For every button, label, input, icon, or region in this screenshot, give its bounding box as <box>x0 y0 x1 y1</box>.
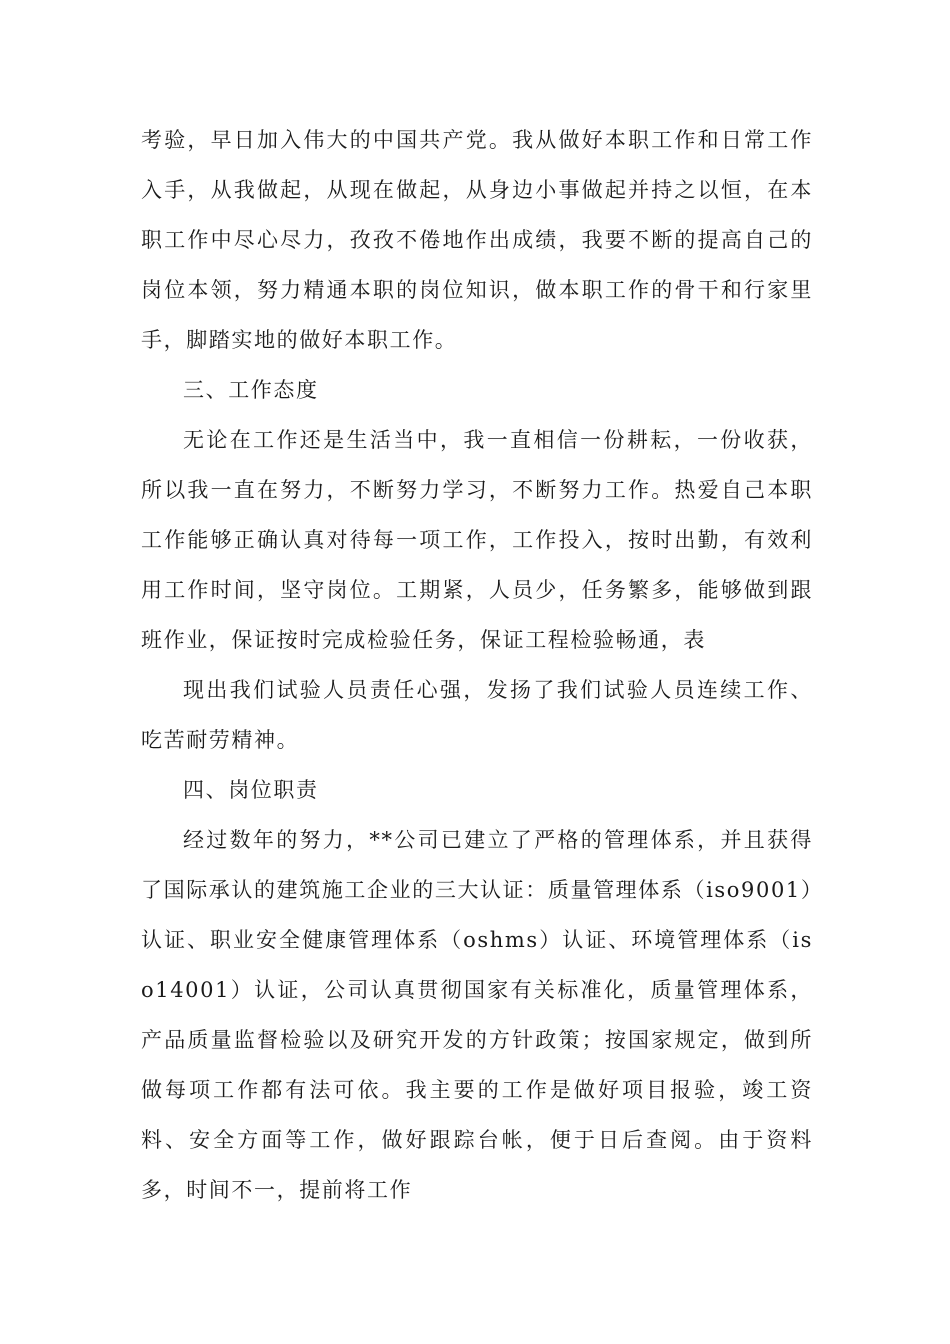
paragraph-work-attitude-continued: 现出我们试验人员责任心强，发扬了我们试验人员连续工作、吃苦耐劳精神。 <box>141 678 813 752</box>
paragraph-work-attitude: 无论在工作还是生活当中，我一直相信一份耕耘，一份收获，所以我一直在努力，不断努力学习，不断努力工作。热爱自己本职工作能够正确认真对待每一项工作，工作投入，按时出勤，有效利用工作时间，坚守岗位。工期紧，人员少，任务繁多，能够做到跟班作业，保证按时完成检验任务，保证工程检验畅通，表 <box>141 428 813 652</box>
section-heading-work-attitude: 三、工作态度 <box>183 378 319 402</box>
paragraph-job-duties: 经过数年的努力，**公司已建立了严格的管理体系，并且获得了国际承认的建筑施工企业的三大认证：质量管理体系（iso9001）认证、职业安全健康管理体系（oshms）认证、环境管理体系（iso14001）认证，公司认真贯彻国家有关标准化，质量管理体系，产品质量监督检验以及研究开发的方针政策；按国家规定，做到所做每项工作都有法可依。我主要的工作是做好项目报验，竣工资料、安全方面等工作，做好跟踪台帐，便于日后查阅。由于资料多，时间不一，提前将工作 <box>141 828 813 1202</box>
section-heading-job-duties: 四、岗位职责 <box>183 778 319 802</box>
paragraph-continuation: 考验，早日加入伟大的中国共产党。我从做好本职工作和日常工作入手，从我做起，从现在做起，从身边小事做起并持之以恒，在本职工作中尽心尽力，孜孜不倦地作出成绩，我要不断的提高自己的岗位本领，努力精通本职的岗位知识，做本职工作的骨干和行家里手，脚踏实地的做好本职工作。 <box>141 128 813 352</box>
document-body <box>141 115 813 1215</box>
